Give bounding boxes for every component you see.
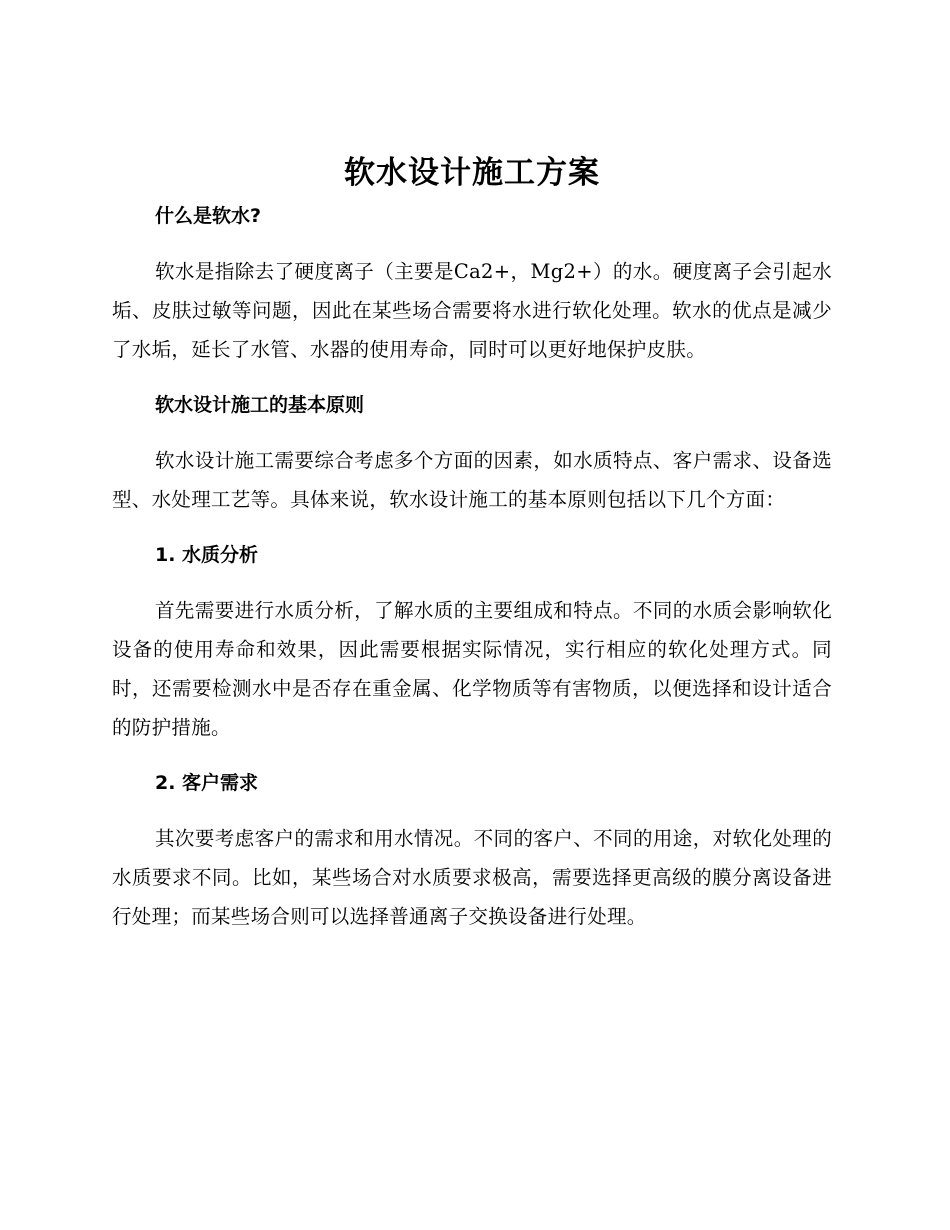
section-heading-water-quality-analysis: 1. 水质分析 (155, 544, 259, 566)
section-paragraph-water-quality-analysis: 首先需要进行水质分析，了解水质的主要组成和特点。不同的水质会影响软化设备的使用寿命和效果，因此需要根据实际情况，实行相应的软化处理方式。同时，还需要检测水中是否存在重金属、化学物质等有害物质，以便选择和设计适合的防护措施。 (112, 599, 832, 739)
section-paragraph-customer-needs: 其次要考虑客户的需求和用水情况。不同的客户、不同的用途，对软化处理的水质要求不同。比如，某些场合对水质要求极高，需要选择更高级的膜分离设备进行处理；而某些场合则可以选择普通离子交换设备进行处理。 (112, 827, 832, 928)
section-heading-customer-needs: 2. 客户需求 (155, 772, 259, 794)
section-heading-what-is-soft-water: 什么是软水? (155, 205, 262, 227)
section-heading-basic-principles: 软水设计施工的基本原则 (155, 394, 365, 416)
page-title: 软水设计施工方案 (344, 155, 600, 191)
section-paragraph-basic-principles: 软水设计施工需要综合考虑多个方面的因素，如水质特点、客户需求、设备选型、水处理工艺等。具体来说，软水设计施工的基本原则包括以下几个方面： (112, 449, 832, 511)
section-paragraph-what-is-soft-water: 软水是指除去了硬度离子（主要是Ca2+，Mg2+）的水。硬度离子会引起水垢、皮肤过敏等问题，因此在某些场合需要将水进行软化处理。软水的优点是减少了水垢，延长了水管、水器的使用寿命，同时可以更好地保护皮肤。 (112, 260, 832, 361)
document-body (112, 150, 832, 958)
